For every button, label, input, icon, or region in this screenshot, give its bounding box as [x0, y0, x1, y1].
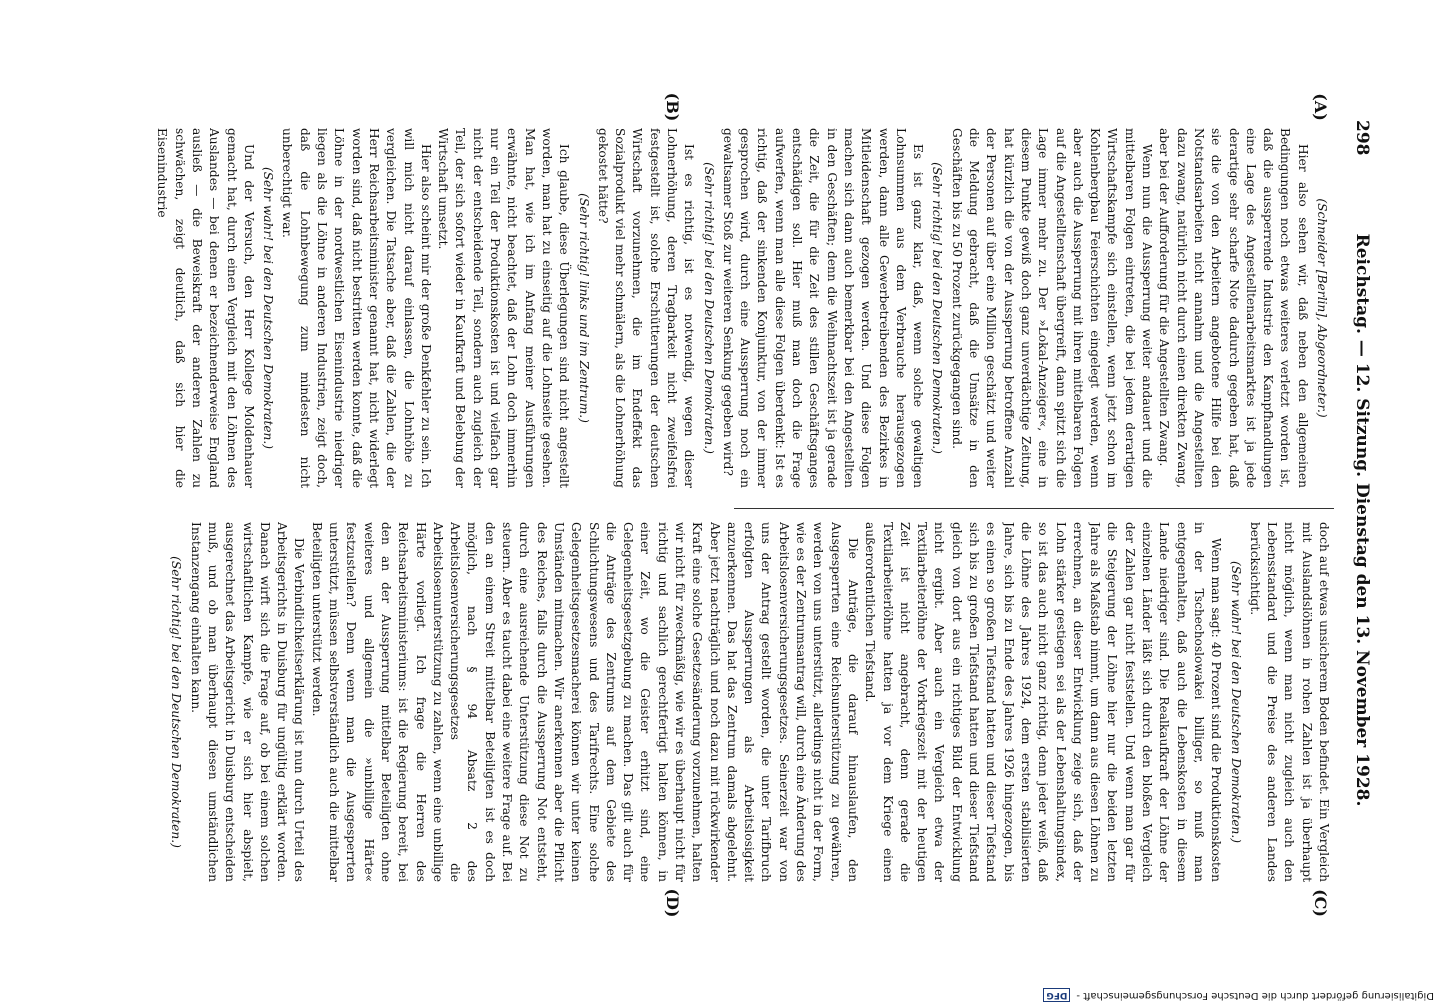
page-header [1348, 120, 1372, 920]
interjection: (Sehr richtig! bei den Deutschen Demokraten.) [930, 162, 945, 454]
dfg-logo: DFG [1043, 988, 1070, 1002]
interjection: (Sehr richtig! links und im Zentrum.) [576, 193, 591, 423]
paragraph: doch auf etwas unsicherem Boden befindet. Ein Vergleich mit Auslandslöhnen in rohen Zahlen ist ja überhaupt nicht möglich, wenn man nicht zugleich auch den Lebensstandard und die Preise des anderen Landes berücksichtigt. [1247, 522, 1331, 882]
paragraph: Wenn man sagt: 40 Prozent sind die Produktionskosten in der Tschechoslowakei billiger, so muß man entgegenhalten, daß auch die Lebenskosten in diesem Lande niedriger sind. Die Realkaufkraft der Löhne der einzelnen Länder läßt sich durch den bloßen Vergleich der Zahlen gar nicht feststellen. Und wenn man gar für die Steigerung der Löhne hier nur die beiden letzten Jahre als Maßstab nimmt, um dann aus diesen Löhnen zu errechnen, an dieser Entwicklung zeige sich, daß der Lohn stärker gestiegen sei als der Lebenshaltungsindex, so ist das auch nicht ganz richtig, denn jeder weiß, daß die Löhne des Jahres 1924, dem ersten stabilisierten Jahre, sich bis zu Ende des Jahres 1926 hingezogen, bis es einen so großen Tiefstand hatten und dieser Tiefstand sich bis zu großen Tiefstand hatten und dieser Tiefstand gleich von dort aus ein richtiges Bild der Entwicklung nicht ergibt. Aber auch ein Vergleich etwa der Textilarbeiterlöhne der Vorkriegszeit mit der heutigen Zeit ist nicht angebracht, denn gerade die Textilarbeiterlöhne hatten ja vor dem Kriege einen außerordentlichen Tiefstand. [863, 522, 1224, 882]
paragraph: Ich glaube, diese Überlegungen sind nicht angestellt worden, man hat zu einseitig auf die Lohnseite gesehen. Man hat, wie ich im Anfang meiner Ausführungen erwähnte, nicht beachtet, daß der Lohn doch immerhin nur ein Teil der Produktionskosten ist und vielfach gar nicht der entscheidende Teil, sondern auch zugleich der Teil, der sich sofort wieder in Kaufkraft und Belebung der Wirtschaft umsetzt. [436, 128, 572, 488]
page-number: 298 [1352, 120, 1372, 156]
paragraph: Hier also sehen wir, daß neben den allgemeinen Bedingungen noch etwas weiteres verletzt worden ist, daß die aussperrende Industrie den Kampfhandlungen eine Lage des Angestelltenarbeitsmarktes ist ja jede derartige sehr scharfe Note dadurch gegeben hat, daß sie die von den Arbeitern angebotene Hilfe bei den Notstandsarbeiten nicht annahm und die Angestellten dazu zwang, natürlich nicht durch einen direkten Zwang, aber bei der Aufforderung für die Angestellten Zwang. [1157, 128, 1310, 488]
paragraph: Hier also scheint mir der große Denkfehler zu sein. Ich will mich nicht darauf einlassen, die Lohnhöhe zu vergleichen. Die Tatsache aber, daß die Zahlen, die der Herr Reichsarbeitsminister genannt hat, nicht widerlegt worden sind, daß nicht bestritten werden konnte, daß die Löhne in der nordwestlichen Eisenindustrie niedriger liegen als die Löhne in anderen Industrien, zeigt doch, daß die Lohnbewegung zum mindesten nicht unberechtigt war. [280, 128, 433, 488]
paragraph: Und der Versuch, den Herr Kollege Moldenhauer gemacht hat, durch einen Vergleich mit den Löhnen des Auslandes — bei denen er bezeichnenderweise England ausließ — die Beweiskraft der anderen Zahlen zu schwächen, zeigt deutlich, daß sich hier die Eisenindustrie [155, 128, 256, 488]
page-title: Reichstag. — 12. Sitzung. Dienstag den 13. November 1928. [1352, 233, 1372, 807]
margin-marker-d: (D) [663, 888, 682, 918]
paragraph: Ist es richtig, ist es notwendig, wegen dieser Lohnerhöhung, deren Tragbarkeit nicht zweifelsfrei festgestellt ist, solche Erschütterungen der deutschen Wirtschaft vorzunehmen, die im Endeffekt das Sozialprodukt viel mehr schmälern, als die Lohnerhöhung gekostet hätte? [595, 128, 697, 488]
credit-text: Digitalisierung gefördert durch die Deutsche Forschungsgemeinschaft - [1076, 990, 1434, 1001]
interjection: (Sehr richtig! bei den Deutschen Demokraten.) [701, 162, 716, 454]
paragraph: Es ist ganz klar, daß, wenn solche gewaltigen Lohnsummen aus dem Verbrauche herausgezogen werden, dann alle Gewerbetreibenden des Bezirkes in Mitleidenschaft gezogen werden. Und diese Folgen machen sich dann auch bemerkbar bei den Angestellten in den Geschäften; denn die Weihnachtszeit ist ja gerade die Zeit, die für die Zeit des stillen Geschäftsganges entschädigen soll. Hier muß man doch die Frage aufwerfen, wenn man alle diese Folgen überdenkt: Ist es richtig, daß der sinkenden Konjunktur, von der immer gesprochen wird, durch eine Aussperrung noch ein gewaltsamer Stoß zur weiteren Senkung gegeben wird? [720, 128, 926, 488]
left-column [132, 128, 1332, 488]
margin-marker-c: (C) [1311, 889, 1330, 917]
right-column [132, 522, 1332, 882]
digitization-credit [434, 986, 1434, 1004]
paragraph: Die Anträge, die darauf hinauslaufen, den Ausgesperrten eine Reichsunterstützung zu gewähren, werden von uns unterstützt, allerdings nicht in der Form, wie es der Zentrumsantrag will, durch eine Änderung des Arbeitslosenversicherungsgesetzes. Seinerzeit war von uns der Antrag gestellt worden, die unter Tarifbruch erfolgten Aussperrungen als Arbeitslosigkeit anzuerkennen. Das hat das Zentrum damals abgelehnt. Aber jetzt nachträglich und noch dazu mit rückwirkender Kraft eine solche Gesetzesänderung vorzunehmen, halten wir nicht für zweckmäßig, wie wir es überhaupt nicht für richtig und sachlich gerechtfertigt halten können, in einer Zeit, wo die Geister erhitzt sind, eine Gelegenheitsgesetzgebung zu machen. Das gilt auch für die Anträge des Zentrums auf dem Gebiete des Schlichtungswesens und des Tarifrechts. Eine solche Gelegenheitsgesetzesmacherei können wir unter keinen Umständen mitmachen. Wir anerkennen aber die Pflicht des Reiches, falls durch die Aussperrung Not entsteht, durch eine ausreichende Unterstützung diese Not zu steuern. Aber es taucht dabei eine weitere Frage auf. Bei den an einem Streit mittelbar Beteiligten ist es doch möglich, nach § 94 Absatz 2 des Arbeitslosenversicherungsgesetzes die Arbeitslosenunterstützung zu zahlen, wenn eine unbillige Härte vorliegt. Ich frage die Herren des Reichsarbeitsministeriums: ist die Regierung bereit, bei den an der Aussperrung mittelbar Beteiligten ohne weiteres und allgemein die »unbillige Härte« festzustellen? Denn wenn man die Ausgesperrten unterstützt, müssen selbstverständlich auch die mittelbar Beteiligten unterstützt werden. [309, 522, 860, 882]
paragraph: Die Verbindlichkeitserklärung ist nun durch Urteil des Arbeitsgerichts in Duisburg für ungültig erklärt worden. Danach wirft sich die Frage auf, ob bei einem solchen wirtschaftlichen Kampfe, wie er sich hier abspielt, ausgerechnet das Arbeitsgericht in Duisburg entscheiden muß, und ob man überhaupt diesen umständlichen Instanzengang einhalten kann. [188, 522, 307, 882]
interjection: (Sehr richtig! bei den Deutschen Demokraten.) [169, 556, 184, 848]
margin-marker-b: (B) [663, 92, 682, 122]
column-divider [734, 508, 1334, 509]
interjection: (Sehr wahr! bei den Deutschen Demokraten.) [1228, 560, 1243, 844]
speaker-label: (Schneider [Berlin], Abgeordneter.) [1315, 198, 1329, 418]
margin-marker-a: (A) [1311, 93, 1330, 121]
paragraph: Wenn nun die Aussperrung weiter andauert und die mittelbaren Folgen eintreten, die bei jedem derartigen Wirtschaftskampfe sich einstellen, wenn jetzt schon im Kohlenbergbau Feierschichten eingelegt werden, wenn aber auch die Aussperrung mit ihren mittelbaren Folgen auf die Angestelltenschaft übergreift, dann spitzt sich die Lage immer mehr zu. Der »Lokal-Anzeiger«, eine in diesem Punkte gewiß doch ganz unverdächtige Zeitung, hat kürzlich die von der Aussperrung betroffene Anzahl der Personen auf über eine Million geschätzt und weiter die Meldung gebracht, daß die Umsätze in den Geschäften bis zu 50 Prozent zurückgegangen sind. [949, 128, 1155, 488]
interjection: (Sehr wahr! bei den Deutschen Demokraten.) [261, 166, 276, 450]
